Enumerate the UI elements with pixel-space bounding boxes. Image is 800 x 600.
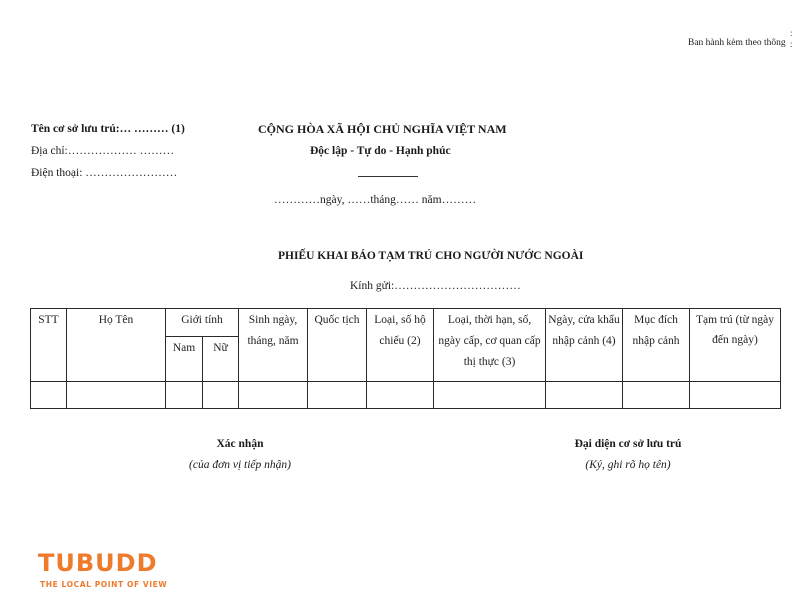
cell-passport[interactable] bbox=[367, 382, 434, 409]
header-nationality: Quốc tịch bbox=[308, 309, 367, 382]
header-female: Nữ bbox=[203, 337, 239, 382]
cell-stay[interactable] bbox=[690, 382, 781, 409]
brand-logo: TUBUDD bbox=[38, 549, 158, 577]
cell-visa[interactable] bbox=[434, 382, 546, 409]
header-gender: Giới tính bbox=[166, 309, 239, 337]
national-motto: Độc lập - Tự do - Hạnh phúc bbox=[310, 145, 451, 157]
cell-nationality[interactable] bbox=[308, 382, 367, 409]
header-visa: Loại, thời hạn, số, ngày cấp, cơ quan cấp thị thực (3) bbox=[434, 309, 546, 382]
cell-entry[interactable] bbox=[546, 382, 623, 409]
brand-tagline: THE LOCAL POINT OF VIEW bbox=[40, 580, 168, 589]
motto-divider bbox=[358, 176, 418, 177]
form-title: PHIẾU KHAI BÁO TẠM TRÚ CHO NGƯỜI NƯỚC NGOÀI bbox=[278, 250, 584, 262]
confirm-note: (của đơn vị tiếp nhận) bbox=[189, 459, 291, 471]
facility-phone-field: Điện thoại: …………………… bbox=[31, 167, 178, 179]
cell-male[interactable] bbox=[166, 382, 203, 409]
facility-address-field: Địa chỉ:……………… ……… bbox=[31, 145, 175, 157]
cell-purpose[interactable] bbox=[623, 382, 690, 409]
edge-mark: : bbox=[790, 39, 793, 49]
header-male: Nam bbox=[166, 337, 203, 382]
representative-note: (Ký, ghi rõ họ tên) bbox=[585, 459, 671, 471]
header-passport: Loại, số hộ chiếu (2) bbox=[367, 309, 434, 382]
header-name: Họ Tên bbox=[67, 309, 166, 382]
header-stay: Tạm trú (từ ngày đến ngày) bbox=[690, 309, 781, 382]
confirm-title: Xác nhận bbox=[216, 438, 264, 450]
cell-dob[interactable] bbox=[239, 382, 308, 409]
header-purpose: Mục đích nhập cảnh bbox=[623, 309, 690, 382]
registration-table bbox=[30, 308, 781, 409]
representative-title: Đại diện cơ sở lưu trú bbox=[574, 438, 682, 450]
cell-female[interactable] bbox=[203, 382, 239, 409]
issued-note: Ban hành kèm theo thông bbox=[688, 38, 786, 48]
header-entry: Ngày, cửa khẩu nhập cảnh (4) bbox=[546, 309, 623, 382]
national-title: CỘNG HÒA XÃ HỘI CHỦ NGHĨA VIỆT NAM bbox=[258, 122, 507, 136]
cell-name[interactable] bbox=[67, 382, 166, 409]
table-row bbox=[31, 382, 781, 409]
header-dob: Sinh ngày, tháng, năm bbox=[239, 309, 308, 382]
recipient-line: Kính gửi:…………………………… bbox=[350, 280, 521, 292]
cell-stt[interactable] bbox=[31, 382, 67, 409]
date-line: …………ngày, ……tháng…… năm……… bbox=[274, 194, 477, 206]
facility-name-field: Tên cơ sở lưu trú:… ……… (1) bbox=[31, 123, 185, 135]
header-stt: STT bbox=[31, 309, 67, 382]
edge-mark: : bbox=[790, 28, 793, 38]
